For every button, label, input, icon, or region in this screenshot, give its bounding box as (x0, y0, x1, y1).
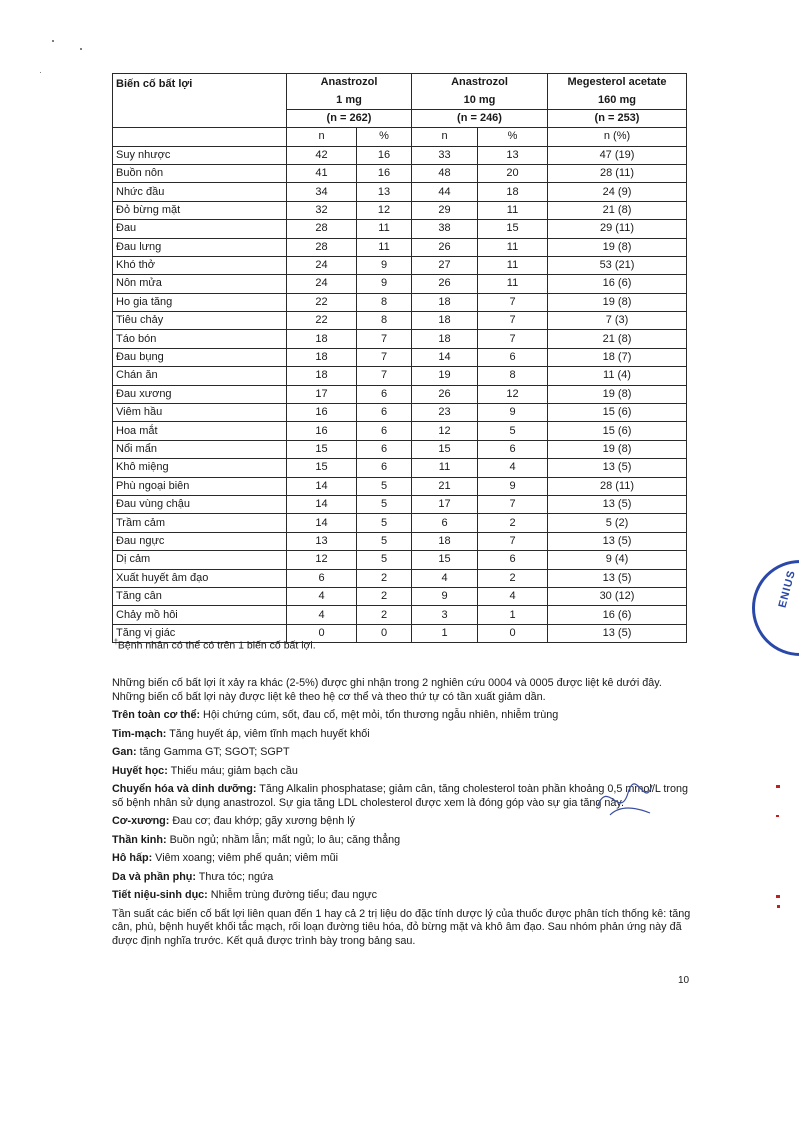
body-system-label: Da và phần phụ: (112, 870, 196, 883)
value-cell: 13 (287, 532, 357, 550)
closing-paragraph: Tần suất các biến cố bất lợi liên quan đến 1 hay cả 2 trị liệu do đặc tính dược lý của thuốc được phân tích thống kê: tăng cân, phù, bệnh huyết khối tắc mạch, rối loạn đường tiêu hóa, đỏ bừng mặt và khô âm đạo. Sau nhóm phản ứng này đã được định nghĩa trước. Kết quả được trình bày trong bảng sau. (112, 907, 691, 947)
value-cell: 2 (357, 606, 412, 624)
value-cell: 13 (5) (548, 569, 687, 587)
table-row (113, 606, 687, 624)
value-cell: 7 (357, 367, 412, 385)
header-dose-3: 160 mg (548, 91, 687, 109)
subheader-cell: % (357, 128, 412, 146)
event-name-cell: Viêm hầu (113, 404, 287, 422)
value-cell: 6 (412, 514, 478, 532)
red-edge-mark (776, 785, 780, 788)
body-system-label: Hô hấp: (112, 852, 153, 864)
header-dose-1: 1 mg (287, 91, 412, 109)
value-cell: 11 (478, 201, 548, 219)
value-cell: 5 (357, 532, 412, 550)
red-edge-mark (776, 815, 779, 817)
table-row (113, 293, 687, 311)
body-system-item (112, 852, 697, 866)
event-name-cell: Khó thở (113, 256, 287, 274)
value-cell: 15 (6) (548, 422, 687, 440)
header-adverse-event: Biến cố bất lợi (113, 74, 287, 128)
event-name-cell: Tăng cân (113, 587, 287, 605)
value-cell: 12 (357, 201, 412, 219)
value-cell: 4 (478, 587, 548, 605)
value-cell: 0 (478, 624, 548, 642)
value-cell: 11 (478, 275, 548, 293)
value-cell: 48 (412, 164, 478, 182)
event-name-cell: Ho gia tăng (113, 293, 287, 311)
body-system-label: Chuyển hóa và dinh dưỡng: (112, 783, 257, 795)
value-cell: 44 (412, 183, 478, 201)
event-name-cell: Nôn mửa (113, 275, 287, 293)
value-cell: 6 (478, 440, 548, 458)
table-row (113, 183, 687, 201)
value-cell: 11 (4) (548, 367, 687, 385)
body-system-label: Tim-mạch: (112, 727, 167, 740)
value-cell: 13 (5) (548, 459, 687, 477)
value-cell: 19 (412, 367, 478, 385)
table-body (113, 146, 687, 643)
value-cell: 47 (19) (548, 146, 687, 164)
value-cell: 12 (478, 385, 548, 403)
value-cell: 12 (287, 551, 357, 569)
value-cell: 26 (412, 275, 478, 293)
body-system-text: Viêm xoang; viêm phế quản; viêm mũi (152, 852, 339, 864)
value-cell: 19 (8) (548, 293, 687, 311)
event-name-cell: Nổi mẩn (113, 440, 287, 458)
header-dose-2: 10 mg (412, 91, 548, 109)
value-cell: 2 (357, 587, 412, 605)
header-drug-2: Anastrozol (412, 74, 548, 92)
body-system-text: Đau cơ; đau khớp; gãy xương bệnh lý (169, 815, 356, 827)
value-cell: 18 (7) (548, 348, 687, 366)
table-row (113, 532, 687, 550)
value-cell: 9 (357, 275, 412, 293)
value-cell: 8 (357, 312, 412, 330)
value-cell: 16 (287, 422, 357, 440)
table-row (113, 348, 687, 366)
value-cell: 13 (478, 146, 548, 164)
value-cell: 7 (478, 312, 548, 330)
value-cell: 14 (287, 514, 357, 532)
value-cell: 4 (478, 459, 548, 477)
body-system-text: Thưa tóc; ngứa (195, 870, 274, 883)
value-cell: 28 (287, 238, 357, 256)
event-name-cell: Chán ăn (113, 367, 287, 385)
value-cell: 13 (5) (548, 624, 687, 642)
value-cell: 5 (357, 477, 412, 495)
table-row (113, 238, 687, 256)
value-cell: 13 (5) (548, 532, 687, 550)
value-cell: 27 (412, 256, 478, 274)
event-name-cell: Suy nhược (113, 146, 287, 164)
value-cell: 4 (412, 569, 478, 587)
value-cell: 12 (412, 422, 478, 440)
value-cell: 29 (11) (548, 220, 687, 238)
value-cell: 22 (287, 293, 357, 311)
value-cell: 14 (412, 348, 478, 366)
value-cell: 32 (287, 201, 357, 219)
table-row (113, 514, 687, 532)
event-name-cell: Phù ngoại biên (113, 477, 287, 495)
value-cell: 6 (357, 404, 412, 422)
value-cell: 17 (412, 495, 478, 513)
body-system-item (112, 746, 697, 760)
table-row (113, 220, 687, 238)
value-cell: 21 (8) (548, 330, 687, 348)
subheader-cell: n (%) (548, 128, 687, 146)
body-system-text: Nhiễm trùng đường tiểu; đau ngực (207, 889, 377, 901)
value-cell: 15 (412, 551, 478, 569)
event-name-cell: Nhức đầu (113, 183, 287, 201)
body-system-label: Cơ-xương: (112, 815, 170, 827)
body-system-text: tăng Gamma GT; SGOT; SGPT (136, 746, 290, 758)
table-row (113, 385, 687, 403)
value-cell: 7 (357, 348, 412, 366)
event-name-cell: Khô miệng (113, 459, 287, 477)
value-cell: 17 (287, 385, 357, 403)
footnote-mark: † (114, 639, 118, 646)
body-system-label: Huyết học: (112, 764, 168, 777)
body-system-text: Tăng Alkalin phosphatase; giảm cân, tăng cholesterol toàn phần khoảng 0,5 mmol/L trong số bệnh nhân sử dụng anastrozol. Sự gia tăng LDL cholesterol được xem là đóng góp vào sự gia tăng này. (112, 783, 689, 809)
value-cell: 42 (287, 146, 357, 164)
value-cell: 24 (9) (548, 183, 687, 201)
value-cell: 26 (412, 238, 478, 256)
value-cell: 11 (357, 238, 412, 256)
body-system-item (112, 889, 697, 903)
value-cell: 33 (412, 146, 478, 164)
body-system-item (112, 728, 697, 742)
table-row (113, 459, 687, 477)
value-cell: 4 (287, 587, 357, 605)
value-cell: 18 (287, 348, 357, 366)
value-cell: 20 (478, 164, 548, 182)
value-cell: 6 (357, 385, 412, 403)
body-system-text: Tăng huyết áp, viêm tĩnh mạch huyết khối (166, 727, 370, 740)
value-cell: 15 (6) (548, 404, 687, 422)
table-row (113, 312, 687, 330)
footnote-text: Bệnh nhân có thể có trên 1 biến cố bất lợi. (117, 639, 316, 652)
table-row (113, 477, 687, 495)
value-cell: 14 (287, 495, 357, 513)
event-name-cell: Đau bụng (113, 348, 287, 366)
value-cell: 19 (8) (548, 440, 687, 458)
value-cell: 5 (478, 422, 548, 440)
value-cell: 22 (287, 312, 357, 330)
event-name-cell: Đau (113, 220, 287, 238)
value-cell: 15 (478, 220, 548, 238)
event-name-cell: Đỏ bừng mặt (113, 201, 287, 219)
value-cell: 6 (478, 551, 548, 569)
value-cell: 18 (412, 330, 478, 348)
event-name-cell: Hoa mắt (113, 422, 287, 440)
value-cell: 28 (287, 220, 357, 238)
value-cell: 7 (3) (548, 312, 687, 330)
table-row (113, 422, 687, 440)
value-cell: 16 (287, 404, 357, 422)
scan-speck (80, 48, 82, 50)
table-row (113, 146, 687, 164)
value-cell: 15 (412, 440, 478, 458)
table-row (113, 495, 687, 513)
value-cell: 11 (478, 238, 548, 256)
header-drug-3: Megesterol acetate (548, 74, 687, 92)
red-edge-mark (777, 905, 780, 908)
value-cell: 9 (412, 587, 478, 605)
value-cell: 18 (412, 312, 478, 330)
event-name-cell: Đau lưng (113, 238, 287, 256)
scan-speck (40, 72, 41, 73)
scan-speck (52, 40, 54, 42)
body-system-item (112, 709, 697, 723)
value-cell: 18 (287, 330, 357, 348)
table-footnote (114, 639, 316, 652)
table-row (113, 256, 687, 274)
intro-paragraph: Những biến cố bất lợi ít xảy ra khác (2-5%) được ghi nhận trong 2 nghiên cứu 0004 và 0005 được liệt kê dưới đây. Những biến cố bất lợi này được liệt kê theo hệ cơ thể và theo thứ tự có tần xuất giảm dần. (112, 677, 662, 703)
value-cell: 9 (478, 404, 548, 422)
value-cell: 5 (2) (548, 514, 687, 532)
value-cell: 6 (357, 440, 412, 458)
event-name-cell: Đau ngực (113, 532, 287, 550)
value-cell: 7 (478, 495, 548, 513)
body-system-text: Buồn ngủ; nhầm lẫn; mất ngủ; lo âu; căng thẳng (166, 833, 401, 846)
event-name-cell: Buồn nôn (113, 164, 287, 182)
value-cell: 7 (478, 330, 548, 348)
value-cell: 2 (357, 569, 412, 587)
value-cell: 28 (11) (548, 477, 687, 495)
value-cell: 2 (478, 569, 548, 587)
value-cell: 13 (5) (548, 495, 687, 513)
header-drug-1: Anastrozol (287, 74, 412, 92)
value-cell: 0 (287, 624, 357, 642)
table-row (113, 587, 687, 605)
value-cell: 1 (412, 624, 478, 642)
value-cell: 3 (412, 606, 478, 624)
value-cell: 21 (412, 477, 478, 495)
subheader-cell: n (412, 128, 478, 146)
table-row (113, 330, 687, 348)
signature-scribble (590, 775, 660, 825)
event-name-cell: Táo bón (113, 330, 287, 348)
page-number: 10 (678, 975, 690, 986)
header-n-1: (n = 262) (287, 109, 412, 127)
stamp-text: ENIUS (776, 568, 799, 610)
body-system-text: Hội chứng cúm, sốt, đau cổ, mệt mỏi, tổn thương ngẫu nhiên, nhiễm trùng (200, 709, 559, 721)
subheader-cell: n (287, 128, 357, 146)
event-name-cell: Xuất huyết âm đạo (113, 569, 287, 587)
value-cell: 34 (287, 183, 357, 201)
body-system-item (112, 834, 697, 848)
value-cell: 29 (412, 201, 478, 219)
value-cell: 18 (412, 293, 478, 311)
value-cell: 5 (357, 514, 412, 532)
body-system-label: Gan: (112, 746, 137, 758)
header-n-2: (n = 246) (412, 109, 548, 127)
value-cell: 13 (357, 183, 412, 201)
value-cell: 16 (357, 146, 412, 164)
table-row (113, 367, 687, 385)
value-cell: 6 (357, 459, 412, 477)
value-cell: 18 (412, 532, 478, 550)
value-cell: 11 (357, 220, 412, 238)
event-name-cell: Đau vùng chậu (113, 495, 287, 513)
value-cell: 2 (478, 514, 548, 532)
header-blank-cell (113, 128, 287, 146)
event-name-cell: Trầm cảm (113, 514, 287, 532)
value-cell: 7 (478, 293, 548, 311)
value-cell: 6 (357, 422, 412, 440)
value-cell: 53 (21) (548, 256, 687, 274)
value-cell: 14 (287, 477, 357, 495)
body-system-label: Tiết niệu-sinh dục: (112, 889, 208, 901)
value-cell: 9 (357, 256, 412, 274)
value-cell: 7 (478, 532, 548, 550)
value-cell: 9 (4) (548, 551, 687, 569)
value-cell: 11 (412, 459, 478, 477)
value-cell: 15 (287, 440, 357, 458)
body-system-label: Thần kinh: (112, 833, 167, 846)
value-cell: 8 (357, 293, 412, 311)
value-cell: 26 (412, 385, 478, 403)
value-cell: 16 (6) (548, 606, 687, 624)
table-row (113, 551, 687, 569)
value-cell: 23 (412, 404, 478, 422)
value-cell: 19 (8) (548, 385, 687, 403)
value-cell: 15 (287, 459, 357, 477)
value-cell: 38 (412, 220, 478, 238)
value-cell: 24 (287, 275, 357, 293)
event-name-cell: Chảy mồ hôi (113, 606, 287, 624)
value-cell: 30 (12) (548, 587, 687, 605)
body-system-label: Trên toàn cơ thể: (112, 709, 201, 721)
table-row (113, 275, 687, 293)
value-cell: 1 (478, 606, 548, 624)
value-cell: 16 (357, 164, 412, 182)
table-row (113, 440, 687, 458)
subheader-cell: % (478, 128, 548, 146)
value-cell: 5 (357, 495, 412, 513)
table-row (113, 201, 687, 219)
value-cell: 19 (8) (548, 238, 687, 256)
header-n-3: (n = 253) (548, 109, 687, 127)
value-cell: 24 (287, 256, 357, 274)
value-cell: 28 (11) (548, 164, 687, 182)
value-cell: 41 (287, 164, 357, 182)
adverse-events-table (112, 73, 687, 643)
value-cell: 5 (357, 551, 412, 569)
table-row (113, 164, 687, 182)
value-cell: 18 (287, 367, 357, 385)
event-name-cell: Tiêu chảy (113, 312, 287, 330)
table-row (113, 404, 687, 422)
table-row (113, 569, 687, 587)
value-cell: 0 (357, 624, 412, 642)
value-cell: 8 (478, 367, 548, 385)
value-cell: 18 (478, 183, 548, 201)
value-cell: 21 (8) (548, 201, 687, 219)
value-cell: 6 (478, 348, 548, 366)
body-system-item (112, 871, 697, 885)
value-cell: 16 (6) (548, 275, 687, 293)
value-cell: 7 (357, 330, 412, 348)
event-name-cell: Tăng vị giác (113, 624, 287, 642)
event-name-cell: Đau xương (113, 385, 287, 403)
red-edge-mark (776, 895, 780, 898)
value-cell: 11 (478, 256, 548, 274)
value-cell: 9 (478, 477, 548, 495)
body-system-text: Thiếu máu; giảm bạch cầu (167, 764, 298, 777)
value-cell: 6 (287, 569, 357, 587)
event-name-cell: Dị cảm (113, 551, 287, 569)
value-cell: 4 (287, 606, 357, 624)
